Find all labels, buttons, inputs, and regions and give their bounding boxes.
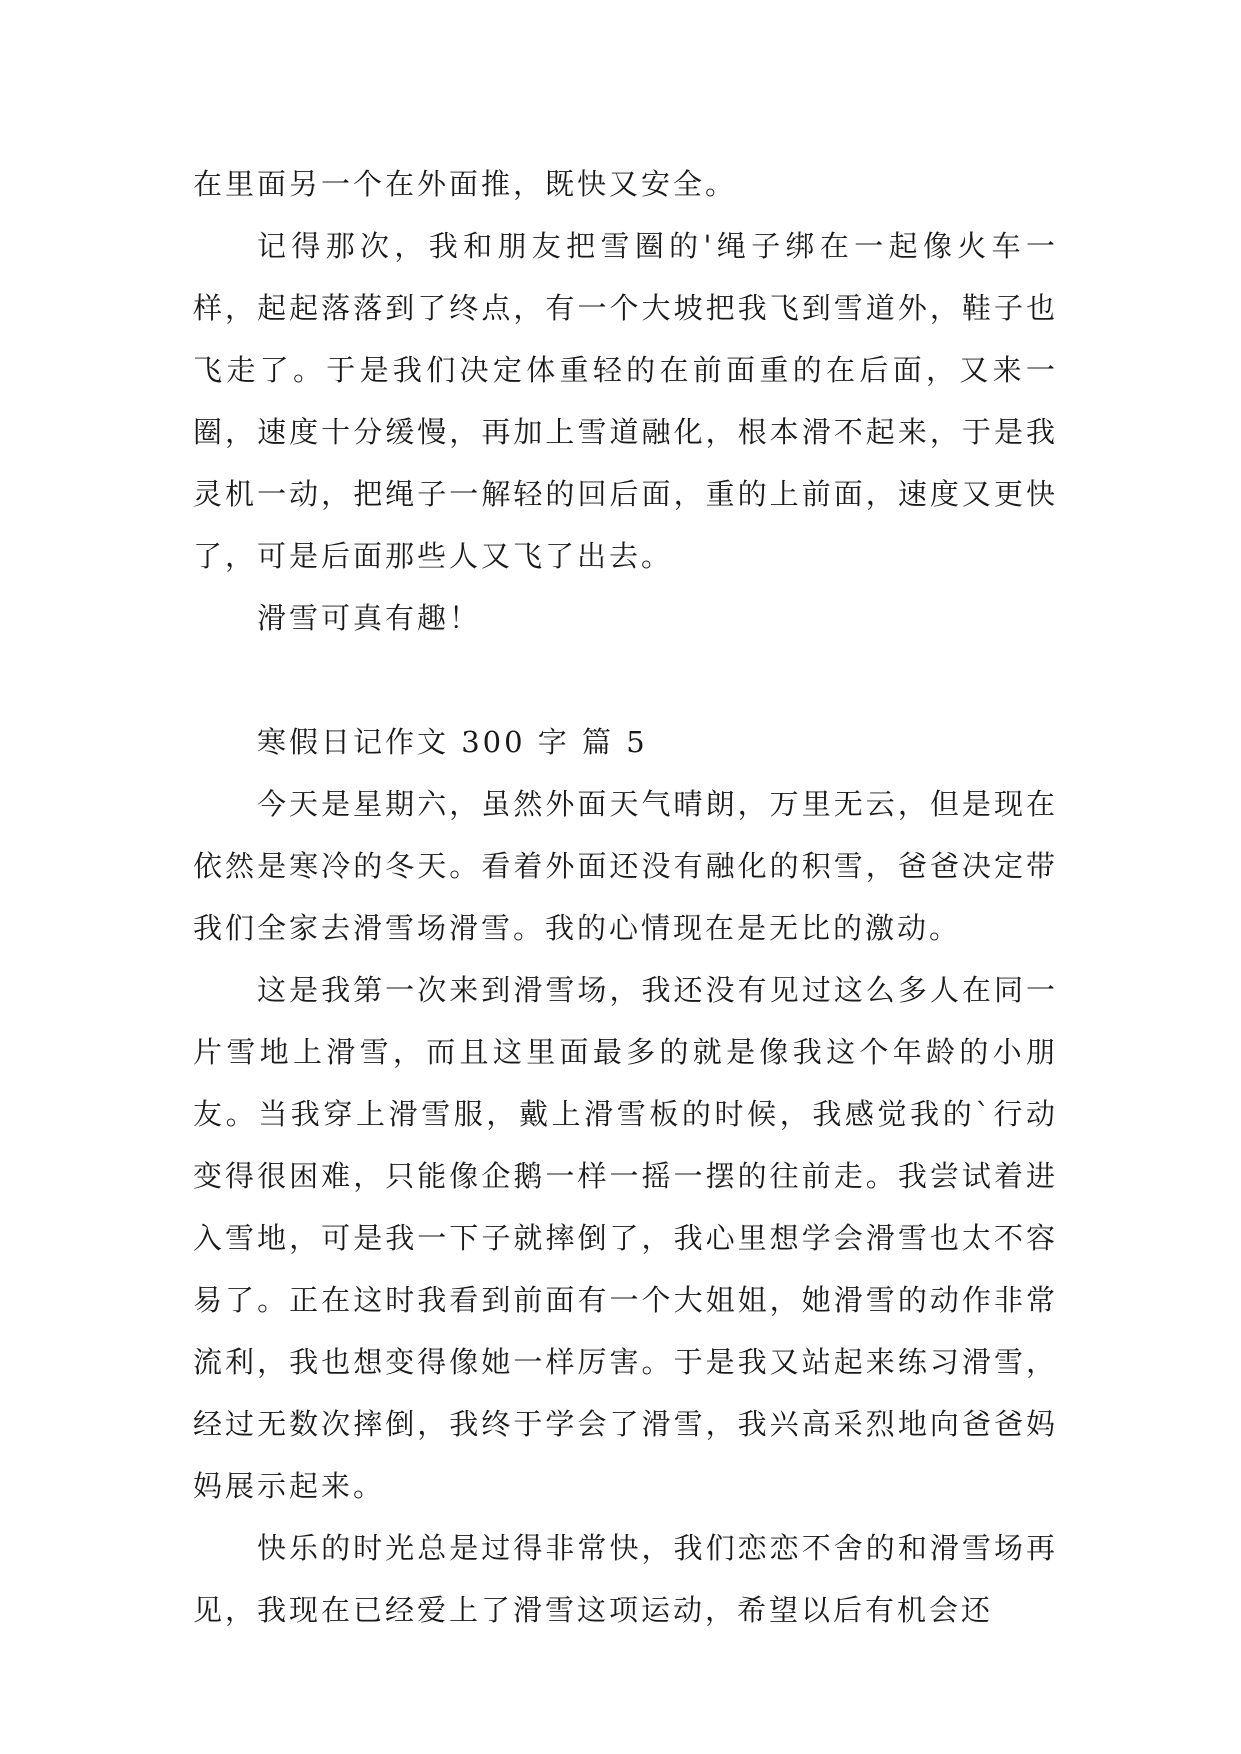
paragraph: 快乐的时光总是过得非常快，我们恋恋不舍的和滑雪场再见，我现在已经爱上了滑雪这项运动，希望以后有机会还: [193, 1531, 1058, 1627]
paragraph-continuation: 在里面另一个在外面推，既快又安全。: [193, 167, 738, 201]
paragraph: 这是我第一次来到滑雪场，我还没有见过这么多人在同一片雪地上滑雪，而且这里面最多的就是像我这个年龄的小朋友。当我穿上滑雪服，戴上滑雪板的时候，我感觉我的`行动变得很困难，只能像企鹅一样一摇一摆的往前走。我尝试着进入雪地，可是我一下子就摔倒了，我心里想学会滑雪也太不容易了。正在这时我看到前面有一个大姐姐，她滑雪的动作非常流利，我也想变得像她一样厉害。于是我又站起来练习滑雪，经过无数次摔倒，我终于学会了滑雪，我兴高采烈地向爸爸妈妈展示起来。: [193, 973, 1058, 1503]
section-heading: 寒假日记作文 300 字 篇 5: [257, 725, 648, 759]
paragraph: 记得那次，我和朋友把雪圈的'绳子绑在一起像火车一样，起起落落到了终点，有一个大坡把我飞到雪道外，鞋子也飞走了。于是我们决定体重轻的在前面重的在后面，又来一圈，速度十分缓慢，再加上雪道融化，根本滑不起来，于是我灵机一动，把绳子一解轻的回后面，重的上前面，速度又更快了，可是后面那些人又飞了出去。: [193, 229, 1058, 573]
paragraph: 滑雪可真有趣！: [257, 601, 482, 635]
paragraph: 今天是星期六，虽然外面天气晴朗，万里无云，但是现在依然是寒冷的冬天。看着外面还没有融化的积雪，爸爸决定带我们全家去滑雪场滑雪。我的心情现在是无比的激动。: [193, 787, 1058, 945]
paragraph-spacer: [193, 649, 1058, 711]
document-body: [193, 153, 1058, 1641]
